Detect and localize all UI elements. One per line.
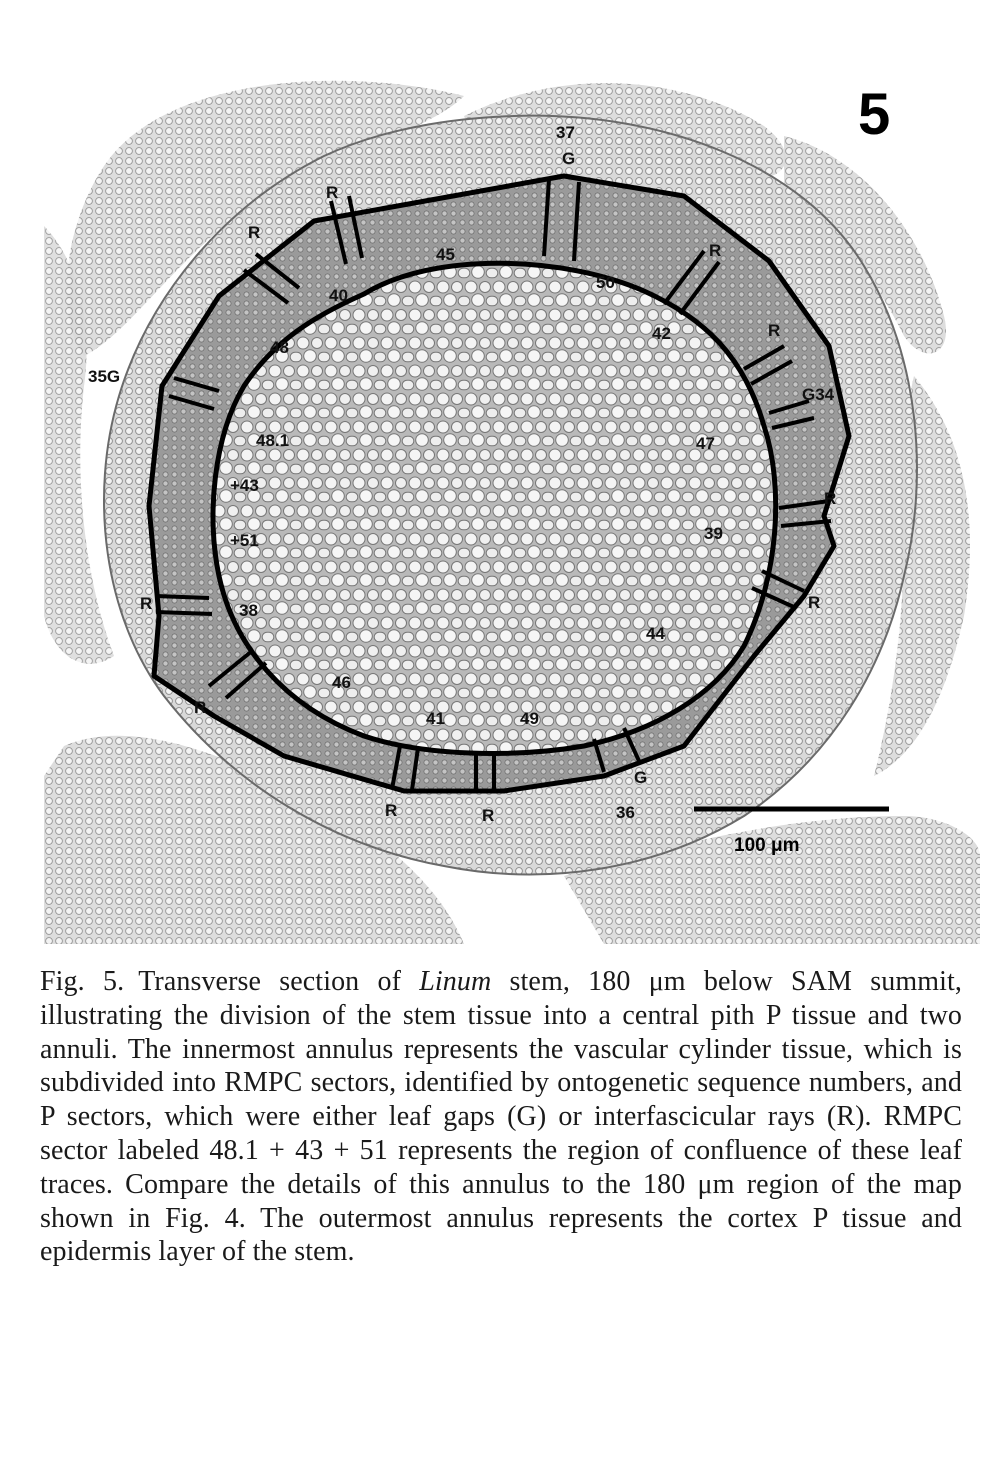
caption-text-body: stem, 180 μm below SAM summit, illustrating the division of the stem tissue into a central pith P tissue and two annuli. The innermost annulus represents the vascular cylinder tissue, which is subdivided into RMPC sectors, identified by ontogenetic sequence numbers, and P sectors, which were either leaf gaps (G) or interfascicular rays (R). RMPC sector labeled 48.1 + 43 + 51 represents the region of confluence of these leaf traces. Compare the details of this annulus to the 180 μm region of the map shown in Fig. 4. The outermost annulus represents the cortex P tissue and epidermis layer of the stem. [40,966,962,1268]
sector-label-44: 44 [646,624,665,643]
sector-label-47: 47 [696,434,715,453]
sector-label-49: 49 [520,709,539,728]
sector-label-51: +51 [230,531,259,550]
ray-label: R [768,321,781,340]
sector-label-43: +43 [230,476,259,495]
gap-label-37: 37 [556,123,575,142]
ray-label: R [482,806,495,825]
gap-label-35G: 35G [88,367,121,386]
figure-caption [40,965,962,1269]
sector-label-46: 46 [332,673,351,692]
sector-label-50: 50 [596,273,615,292]
sector-label-42: 42 [652,324,671,343]
sector-label-41: 41 [426,709,445,728]
gap-label-36-G: G [634,768,648,787]
sector-label-48-1: 48.1 [256,431,290,450]
scale-bar-label: 100 μm [734,835,800,856]
sector-label-40: 40 [329,286,348,305]
micrograph-figure [44,56,980,944]
panel-number: 5 [858,82,891,147]
sector-label-45: 45 [436,245,455,264]
gap-label-36: 36 [616,803,635,822]
pith-region [213,263,776,753]
caption-text-start: Transverse section of [138,966,420,997]
caption-figure-label: Fig. 5. [40,966,125,997]
ray-label: R [385,801,398,820]
sector-label-38: 38 [239,601,258,620]
ray-label: R [194,698,207,717]
ray-label: R [140,594,153,613]
ray-label: R [824,489,837,508]
gap-label-G34: G34 [802,385,835,404]
ray-label: R [709,241,722,260]
ray-label: R [808,593,821,612]
ray-label: R [326,183,339,202]
stem-section-micrograph [44,56,980,944]
sector-label-39: 39 [704,524,723,543]
ray-label: R [248,223,261,242]
gap-label-37-G: G [562,149,576,168]
sector-label-48: 48 [270,338,289,357]
caption-genus-name: Linum [419,966,492,997]
